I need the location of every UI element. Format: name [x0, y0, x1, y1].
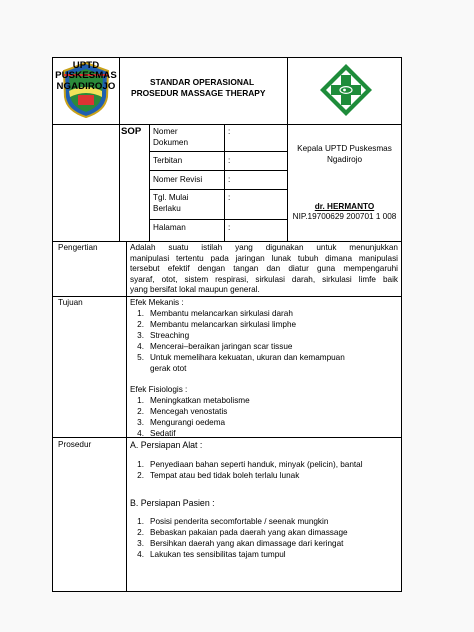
sop-row-line	[149, 219, 287, 220]
list-item-text: Streaching	[150, 331, 190, 340]
puskesmas-logo	[319, 63, 373, 117]
list-item: 2. Bebaskan pakaian pada daerah yang akan dimassage	[137, 528, 348, 537]
sop-label-vline	[149, 124, 150, 241]
list-item-text: Bebaskan pakaian pada daerah yang akan dimassage	[150, 528, 348, 537]
sop-row-line	[149, 170, 287, 171]
sop-row-line	[149, 189, 287, 190]
section-hline	[52, 241, 402, 242]
persiapan-pasien-title: B. Persiapan Pasien :	[130, 498, 215, 508]
list-item: 2. Membantu melancarkan sirkulasi limphe	[137, 320, 297, 329]
list-item: 2. Mencegah venostatis	[137, 407, 228, 416]
sop-row-label: Nomer	[153, 127, 178, 136]
section-hline	[52, 437, 402, 438]
list-item-text: Untuk memelihara kekuatan, ukuran dan kemampuan	[150, 353, 345, 362]
pengertian-line: Adalah suatu istilah yang digunakan untuk menunjukkan	[130, 243, 398, 252]
sop-row-label: Tgl. Mulai	[153, 193, 189, 202]
list-item-text: gerak otot	[150, 364, 187, 373]
sop-row-label: Terbitan	[153, 156, 183, 165]
list-item: 4. Sedatif	[137, 429, 176, 438]
pengertian-line: manipulasi tertentu pada jaringan lunak tubuh dimana manipulasi	[130, 253, 398, 263]
sop-row-label: Berlaku	[153, 204, 181, 213]
list-item-text: Membantu melancarkan sirkulasi limphe	[150, 320, 297, 329]
logo-text-line: NGADIROJO	[56, 80, 116, 92]
list-item-text: Lakukan tes sensibilitas tajam tumpul	[150, 550, 286, 559]
sop-row-sep: :	[228, 156, 231, 165]
list-item-text: Posisi penderita secomfortable / seenak mungkin	[150, 517, 329, 526]
list-item: 1. Meningkatkan metabolisme	[137, 396, 250, 405]
persiapan-alat-title: A. Persiapan Alat :	[130, 440, 203, 450]
list-item: 3. Streaching	[137, 331, 190, 340]
pengertian-line: tersebut efektif dengan tangan dan diatur guna mempengaruhi	[130, 264, 398, 274]
sop-row-sep: :	[228, 175, 231, 184]
section-hline	[52, 296, 402, 297]
section-label-vline	[126, 241, 127, 592]
list-item: 1. Posisi penderita secomfortable / seenak mungkin	[137, 517, 329, 526]
pengertian-text	[130, 243, 398, 296]
section-label-prosedur: Prosedur	[58, 440, 92, 449]
list-item-text: Penyediaan bahan seperti handuk, minyak (pelicin), bantal	[150, 460, 363, 469]
list-item-text: Sedatif	[150, 429, 176, 438]
health-cross-icon	[319, 63, 373, 117]
sop-row-sep: :	[228, 223, 231, 232]
sop-row-sep: :	[228, 127, 231, 136]
logo-text-line: UPTD	[72, 60, 100, 71]
list-item-text: Mencerai–beraikan jaringan scar tissue	[150, 342, 293, 351]
logo-text	[52, 61, 120, 92]
list-item-text: Tempat atau bed tidak boleh terlalu lunak	[150, 471, 300, 480]
list-item: 1. Membantu melancarkan sirkulasi darah	[137, 309, 293, 318]
list-item: 2. Tempat atau bed tidak boleh terlalu lunak	[137, 471, 300, 480]
sop-row-label: Nomer Revisi	[153, 175, 203, 184]
sop-sep-vline	[224, 124, 225, 241]
sop-row-sep: :	[228, 193, 231, 202]
list-item: 3. Mengurangi oedema	[137, 418, 226, 427]
doc-title-line1: STANDAR OPERASIONAL	[150, 77, 255, 87]
frame-top	[52, 57, 402, 58]
sop-row-line	[149, 151, 287, 152]
regency-logo	[56, 61, 116, 119]
list-item-text: Meningkatkan metabolisme	[150, 396, 250, 405]
doc-title-line2: PROSEDUR MASSAGE THERAPY	[131, 88, 266, 98]
section-label-pengertian: Pengertian	[58, 243, 98, 252]
list-item-text: Bersihkan daerah yang akan dimassage dari keringat	[150, 539, 344, 548]
list-item-text: Membantu melancarkan sirkulasi darah	[150, 309, 293, 318]
frame-left	[52, 57, 53, 592]
signer-nip: NIP.19700629 200701 1 008	[292, 212, 397, 221]
pengertian-line: syaraf, otot, sistem respirasi, sirkulasi darah, sirkulasi limfe baik	[130, 274, 398, 284]
signer-name: dr. HERMANTO	[314, 202, 375, 211]
list-item: 1. Penyediaan bahan seperti handuk, minyak (pelicin), bantal	[137, 460, 363, 469]
signer-title-line2: Ngadirojo	[326, 155, 363, 164]
frame-right	[401, 57, 402, 592]
logo-text-line: PUSKESMAS	[55, 70, 117, 82]
list-item: 5. Untuk memelihara kekuatan, ukuran dan kemampuan	[137, 353, 345, 362]
list-item-text: Mengurangi oedema	[150, 418, 226, 427]
sop-label: SOP	[121, 126, 142, 137]
sop-row-label: Dokumen	[153, 138, 189, 147]
list-item: 4. Mencerai–beraikan jaringan scar tissue	[137, 342, 293, 351]
header-hline	[52, 124, 402, 125]
efek-fisiologis-title: Efek Fisiologis :	[130, 385, 188, 394]
frame-bottom	[52, 591, 402, 592]
list-item: 4. Lakukan tes sensibilitas tajam tumpul	[137, 550, 286, 559]
section-label-tujuan: Tujuan	[58, 298, 83, 307]
signer-title-line1: Kepala UPTD Puskesmas	[297, 144, 392, 153]
sop-row-label: Halaman	[153, 223, 186, 232]
list-item-text: Mencegah venostatis	[150, 407, 228, 416]
efek-mekanis-title: Efek Mekanis :	[130, 298, 184, 307]
pengertian-line: yang bersifat lokal maupun general.	[130, 285, 260, 295]
list-item-continuation	[150, 364, 186, 375]
list-item: 3. Bersihkan daerah yang akan dimassage dari keringat	[137, 539, 344, 548]
